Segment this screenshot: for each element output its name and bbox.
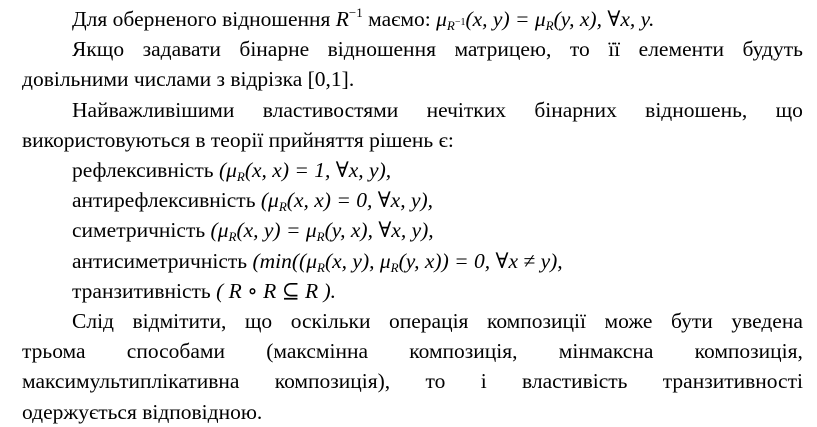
word: максимультиплікативна bbox=[22, 369, 240, 394]
word: то bbox=[425, 369, 446, 394]
word: трьома bbox=[22, 339, 86, 364]
word: композиції bbox=[486, 308, 586, 333]
word: мінмаксна bbox=[558, 339, 654, 364]
word: транзитивності bbox=[662, 369, 803, 394]
word: операція bbox=[388, 308, 469, 333]
word: відношень, bbox=[645, 97, 748, 122]
word: може bbox=[604, 308, 653, 333]
property-reflexivity: рефлексивність ($\mu_R(x$, x) = 1, ∀x, y), bbox=[72, 157, 392, 184]
paragraph-matrix-line-2: довільними числами з відрізка [0,1]. bbox=[22, 67, 355, 92]
word: (максмінна bbox=[266, 339, 369, 364]
word: і bbox=[480, 369, 487, 394]
word: уведена bbox=[731, 308, 803, 333]
property-antireflexivity: антирефлексивність ($\mu_R(x$, x) = 0, ∀x, y), bbox=[72, 188, 434, 215]
word: Слід bbox=[72, 308, 114, 333]
word: композиція, bbox=[694, 339, 803, 364]
text: Для оберненого відношення bbox=[72, 7, 336, 31]
word: матрицею, bbox=[454, 37, 552, 62]
word: що bbox=[244, 308, 273, 333]
word: відмітити, bbox=[132, 308, 227, 333]
property-antisymmetry: антисиметричність ($\min((\mu_R(x$, y), $\mu_R(y$, x)) = 0, ∀x ≠ y), bbox=[72, 248, 563, 275]
paragraph-composition-line-3 bbox=[22, 366, 803, 396]
inverse-relation-line bbox=[22, 4, 803, 34]
word: її bbox=[608, 37, 621, 62]
paragraph-composition-line-1 bbox=[22, 306, 803, 336]
paragraph-composition-line-4: одержується відповідною. bbox=[22, 399, 263, 424]
property-symmetry: симетричність ($\mu_R(x$, $y) = \mu_R(y$, x), ∀x, y), bbox=[72, 218, 434, 245]
word: бінарне bbox=[239, 37, 310, 62]
word: Якщо bbox=[72, 37, 125, 62]
formula-R: $R^{-1}$ bbox=[335, 5, 363, 31]
word: що bbox=[775, 97, 803, 122]
word: оскільки bbox=[290, 308, 371, 333]
word: композиція), bbox=[274, 369, 391, 394]
paragraph-properties-line-1 bbox=[22, 95, 803, 125]
word: Найважливішими bbox=[72, 97, 235, 122]
word: бінарних bbox=[534, 97, 617, 122]
paragraph-matrix-line-1 bbox=[22, 34, 803, 64]
word: властивість bbox=[521, 369, 628, 394]
paragraph-composition-line-2 bbox=[22, 336, 803, 366]
paragraph-properties-line-2: використовуються в теорії прийняття рішень є: bbox=[22, 127, 454, 152]
property-transitivity: транзитивність ( R ∘ R ⊆ R ). bbox=[72, 278, 337, 303]
text: маємо: bbox=[362, 7, 437, 31]
word: композиція, bbox=[409, 339, 518, 364]
word: нечітких bbox=[426, 97, 506, 122]
word: властивостями bbox=[262, 97, 399, 122]
word: будуть bbox=[742, 37, 803, 62]
word: елементи bbox=[638, 37, 725, 62]
word: відношення bbox=[327, 37, 436, 62]
word: способами bbox=[126, 339, 226, 364]
word: то bbox=[569, 37, 590, 62]
word: бути bbox=[671, 308, 713, 333]
word: задавати bbox=[142, 37, 221, 62]
inverse-formula: $\mu_{R^{-1}}(x$, $y) = \mu_R(y$, x), ∀x, y. bbox=[436, 7, 655, 33]
